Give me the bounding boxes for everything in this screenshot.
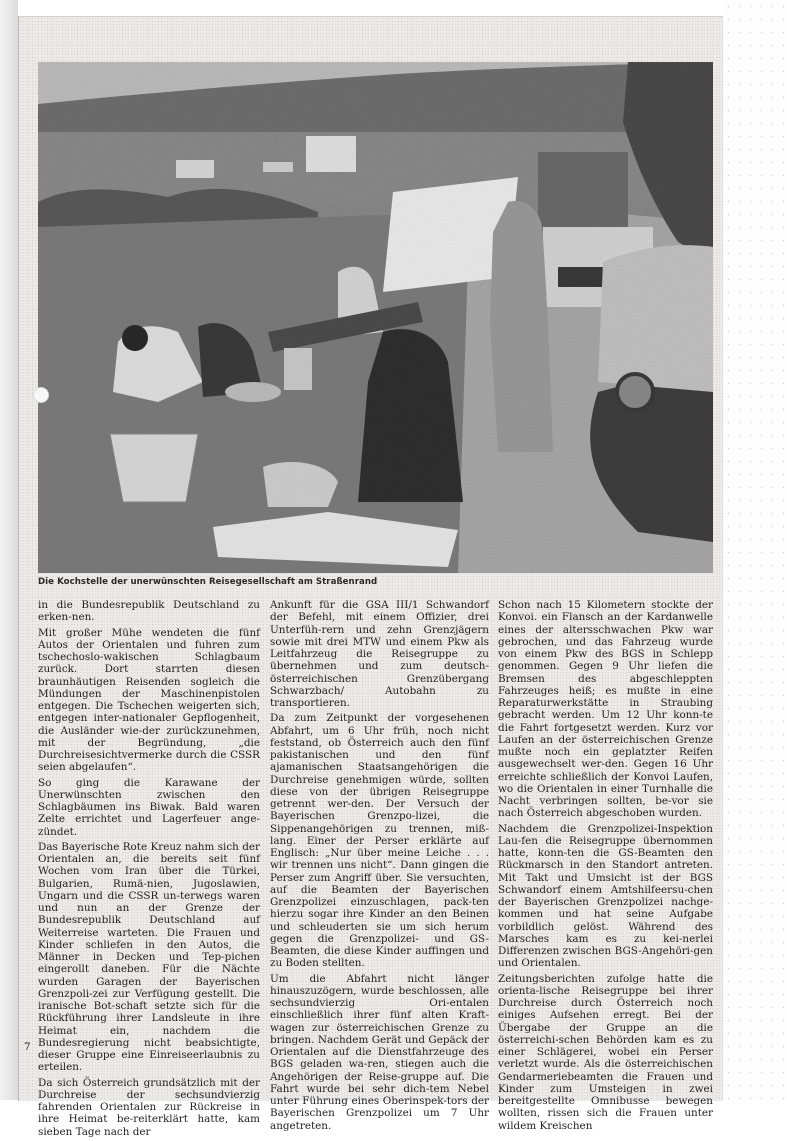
right-car	[598, 245, 713, 392]
scan-margin-right	[723, 0, 787, 1100]
building	[176, 160, 214, 178]
paragraph: Mit großer Mühe wendeten die fünf Autos der Orientalen und fuhren zum tschechoslo-wakischen Schlagbaum zurück. Dort starrten diesen braunhäutigen Reisenden sogleich die Mündungen der Maschinenpistolen entgegen. Die Tschechen weigerten sich, entgegen inter-nationaler Gepflogenheit, die Ausländer wie-der zurückzunehmen, mit der Begründung, „die Durchreisesichtvermerke durch die CSSR seien abgelaufen“.	[38, 626, 260, 774]
text-column-3	[498, 599, 713, 1135]
text-column-1	[38, 599, 260, 1141]
man-head	[122, 325, 148, 351]
paragraph: So ging die Karawane der Unerwünschten zwischen den Schlagbäumen ins Biwak. Bald waren Zelte errichtet und Lagerfeuer ange-zündet.	[38, 776, 260, 838]
paragraph: Ankunft für die GSA III/1 Schwandorf der Befehl, mit einem Offizier, drei Unterfüh-rern und zehn Grenzjägern sowie mit drei MTW und einem Pkw als Leitfahrzeug die Reisegruppe zu übernehmen und zum deutsch-österreichischen Grenzübergang Schwarzbach/ Autobahn zu transportieren.	[270, 599, 489, 709]
paragraph: Da zum Zeitpunkt der vorgesehenen Abfahrt, um 6 Uhr früh, noch nicht feststand, ob Österreich auch den fünf pakistanischen und den fünf ajamanischen Staatsangehörigen die Durchreise genehmigen würde, sollten diese von der übrigen Reisegruppe getrennt wer-den. Der Versuch der Bayerischen Grenzpo-lizei, die Sippenangehörigen zu trennen, miß-lang. Einer der Perser erklärte auf Englisch: „Nur über meine Leiche . . . wir trennen uns nicht“. Dann gingen die Perser zum Angriff über. Sie versuchten, auf die Beamten der Bayerischen Grenzpolizei einzuschlagen, pack-ten hierzu sogar ihre Kinder an den Beinen und schleuderten sie um sich herum gegen die Grenzpolizei- und GS-Beamten, die diese Kinder auffingen und zu Boden stellten.	[270, 712, 489, 970]
paragraph: Nachdem die Grenzpolizei-Inspektion Lau-fen die Reisegruppe übernommen hatte, konn-ten die GS-Beamten den Rückmarsch in den Standort antreten. Mit Takt und Umsicht ist der BGS Schwandorf einem Amtshilfeersu-chen der Bayerischen Grenzpolizei nachge-kommen und hat seine Aufgabe vorbildlich gelöst. Während des Marsches kam es zu kei-nerlei Differenzen zwischen BGS-Angehöri-gen und Orientalen.	[498, 822, 713, 970]
paragraph: Das Bayerische Rote Kreuz nahm sich der Orientalen an, die bereits seit fünf Wochen vom Iran über die Türkei, Bulgarien, Rumä-nien, Jugoslawien, Ungarn und die CSSR un-terwegs waren und nun an der Grenze der Bundesrepublik Deutschland auf Weiterreise warteten. Die Frauen und Kinder schliefen in den Autos, die Männer in Decken und Tep-pichen eingerollt daneben. Für die Nächte wurden Garagen der Bayerischen Grenzpoli-zei zur Verfügung gestellt. Die iranische Bot-schaft setzte sich für die Rückführung ihrer Landsleute in ihre Heimat ein, nachdem die Bundesregierung nicht beabsichtigte, dieser Gruppe eine Einreiseerlaubnis zu erteilen.	[38, 840, 260, 1074]
canister	[284, 348, 312, 390]
paragraph: in die Bundesrepublik Deutschland zu erken-nen.	[38, 599, 260, 624]
building	[306, 136, 356, 172]
paragraph: Zeitungsberichten zufolge hatte die orienta-lische Reisegruppe bei ihrer Durchreise durch Österreich noch einiges Aufsehen erregt. Bei der Übergabe der Gruppe an die österreichi-schen Behörden kam es zu einer Schlägerei, wobei ein Perser verletzt wurde. Als die österreichischen Gendarmeriebeamten die Frauen und Kinder zum Umsteigen in zwei bereitgestellte Omnibusse bewegen wollten, rissen sich die Frauen unter wildem Kreischen	[498, 972, 713, 1132]
roadside-camp-photo	[38, 62, 713, 573]
text-column-2	[270, 599, 489, 1135]
paragraph: Um die Abfahrt nicht länger hinauszuzögern, wurde beschlossen, alle sechsundvierzig Ori-entalen einschließlich ihrer fünf alten Kraft-wagen zur österreichischen Grenze zu bringen. Nachdem Gerät und Gepäck der Orientalen auf die Dienstfahrzeuge des BGS geladen wa-ren, stiegen auch die Angehörigen der Reise-gruppe auf. Die Fahrt wurde bei sehr dich-tem Nebel unter Führung eines Oberinspek-tors der Bayerischen Grenzpolizei um 7 Uhr angetreten.	[270, 972, 489, 1132]
photo-illustration	[38, 62, 713, 573]
wash-bowl	[225, 382, 281, 402]
building	[263, 162, 293, 172]
punch-hole	[33, 387, 49, 403]
page-number: 7	[24, 1041, 31, 1053]
photo-caption: Die Kochstelle der unerwünschten Reisegesellschaft am Straßenrand	[38, 577, 378, 587]
paragraph: Schon nach 15 Kilometern stockte der Konvoi. ein Flansch an der Kardanwelle eines der altersschwachen Pkw war gebrochen, und das Fahrzeug wurde von einem Pkw des BGS in Schlepp genommen. Gegen 9 Uhr liefen die Bremsen des abgeschleppten Fahrzeuges heiß; es mußte in eine Reparaturwerkstätte in Straubing gebracht werden. Um 12 Uhr konn-te die Fahrt fortgesetzt werden. Kurz vor Laufen an der österreichischen Grenze mußte noch ein geplatzter Reifen ausgewechselt wer-den. Gegen 16 Uhr erreichte schließlich der Konvoi Laufen, wo die Orientalen in einer Turnhalle die Nacht verbringen sollten, be-vor sie nach Österreich abgeschoben wurden.	[498, 599, 713, 820]
paragraph: Da sich Österreich grundsätzlich mit der Durchreise der sechsundvierzig fahrenden Orientalen zur Rückreise in ihre Heimat be-reiterklärt hatte, kam sieben Tage nach der	[38, 1076, 260, 1138]
wheel	[617, 374, 653, 410]
scan-edge-left	[0, 0, 18, 1100]
wicker-basket	[110, 434, 198, 502]
